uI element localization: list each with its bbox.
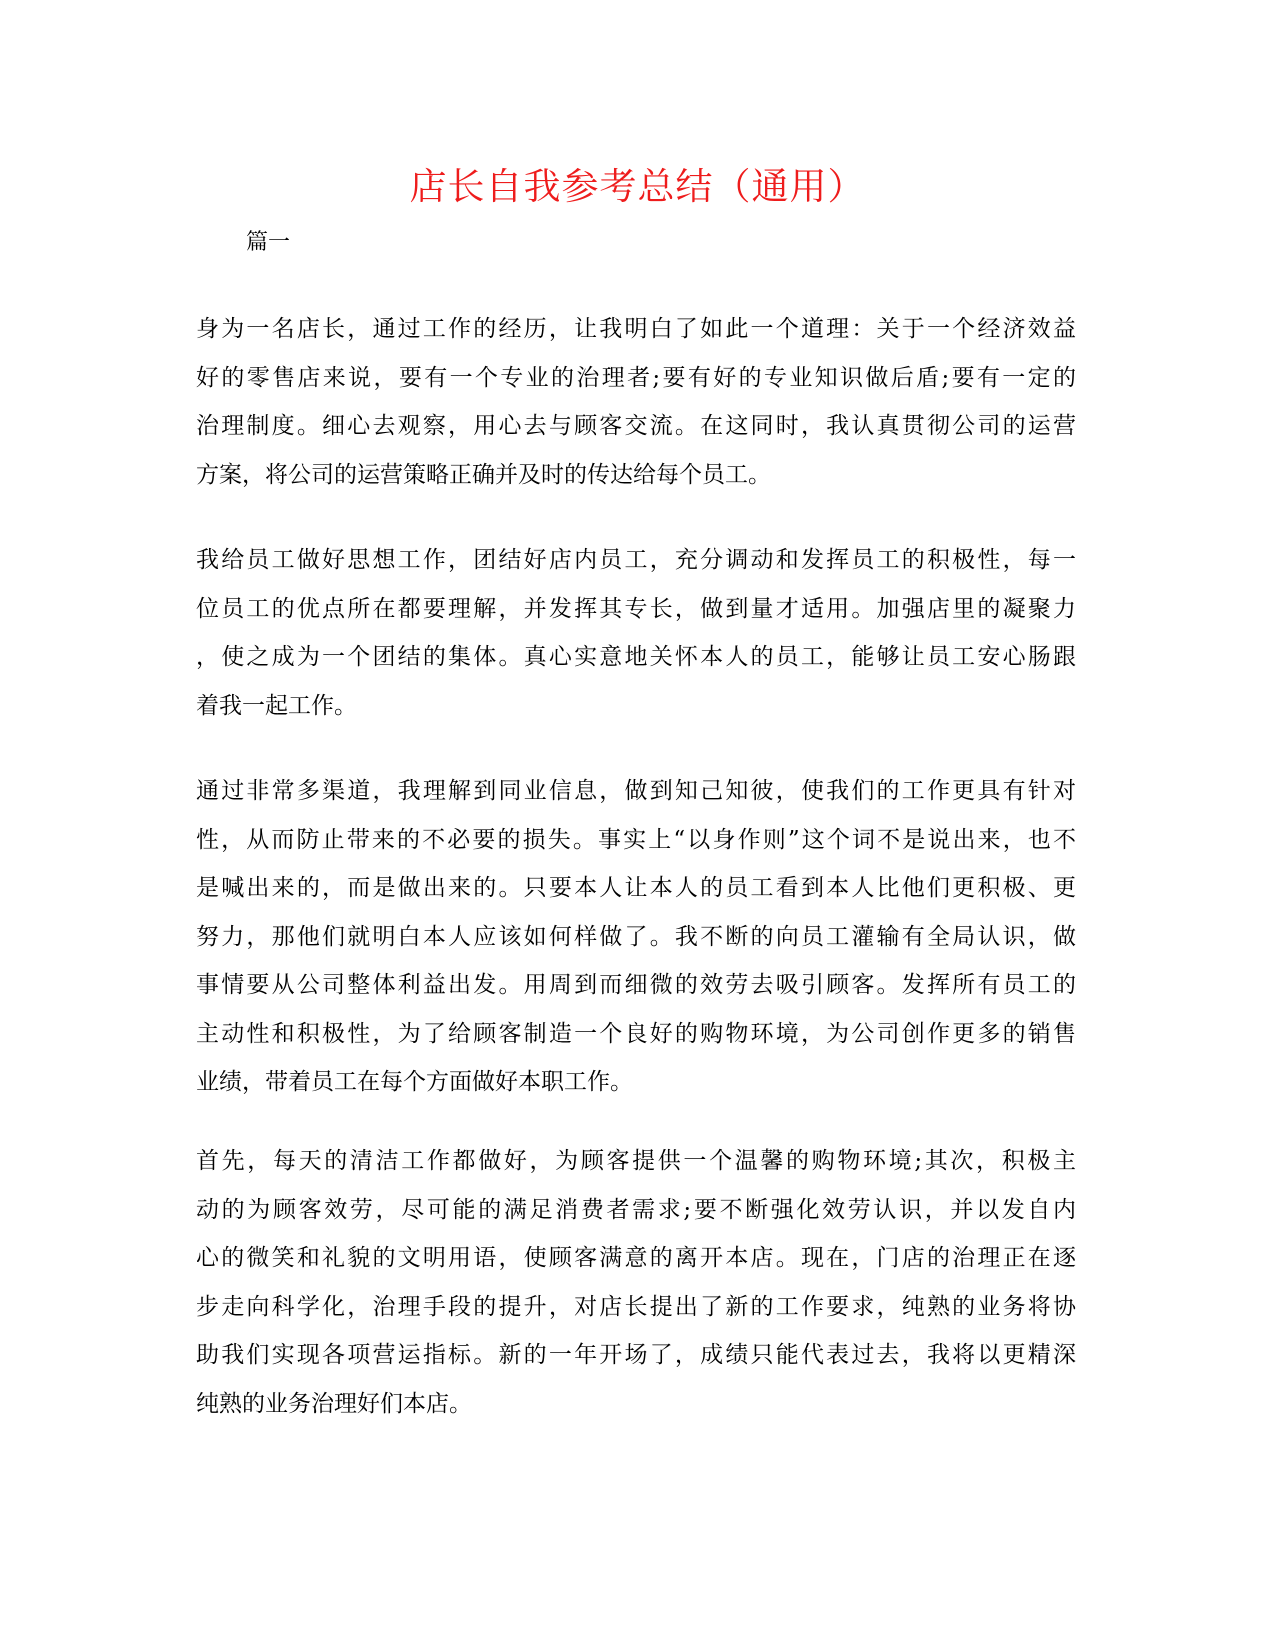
paragraph-line: 步走向科学化，治理手段的提升，对店长提出了新的工作要求，纯熟的业务将协 bbox=[196, 1293, 1076, 1320]
document-title: 店长自我参考总结（通用） bbox=[409, 165, 866, 208]
paragraph-line: 努力，那他们就明白本人应该如何样做了。我不断的向员工灌输有全局认识，做 bbox=[196, 923, 1076, 950]
paragraph-line: 性，从而防止带来的不必要的损失。事实上“以身作则”这个词不是说出来，也不 bbox=[196, 826, 1076, 853]
paragraph-line: 纯熟的业务治理好们本店。 bbox=[196, 1390, 472, 1417]
paragraph-4 bbox=[196, 1137, 1076, 1428]
paragraph-line: 治理制度。细心去观察，用心去与顾客交流。在这同时，我认真贯彻公司的运营 bbox=[196, 413, 1076, 439]
paragraph-line: 动的为顾客效劳，尽可能的满足消费者需求;要不断强化效劳认识，并以发自内 bbox=[196, 1196, 1076, 1223]
paragraph-line: 着我一起工作。 bbox=[196, 692, 357, 719]
paragraph-line: 好的零售店来说，要有一个专业的治理者;要有好的专业知识做后盾;要有一定的 bbox=[196, 364, 1076, 391]
paragraph-line: 通过非常多渠道，我理解到同业信息，做到知己知彼，使我们的工作更具有针对 bbox=[196, 778, 1076, 804]
paragraph-3 bbox=[196, 767, 1076, 1107]
paragraph-line: 是喊出来的，而是做出来的。只要本人让本人的员工看到本人比他们更积极、更 bbox=[196, 875, 1076, 901]
paragraph-line: 业绩，带着员工在每个方面做好本职工作。 bbox=[196, 1069, 633, 1095]
paragraph-line: 心的微笑和礼貌的文明用语，使顾客满意的离开本店。现在，门店的治理正在逐 bbox=[196, 1245, 1076, 1271]
section-label: 篇一 bbox=[246, 230, 291, 255]
paragraph-1 bbox=[196, 305, 1076, 499]
paragraph-line: 位员工的优点所在都要理解，并发挥其专长，做到量才适用。加强店里的凝聚力 bbox=[196, 595, 1076, 622]
paragraph-line: ，使之成为一个团结的集体。真心实意地关怀本人的员工，能够让员工安心肠跟 bbox=[196, 644, 1076, 670]
paragraph-line: 方案，将公司的运营策略正确并及时的传达给每个员工。 bbox=[196, 461, 771, 488]
paragraph-line: 我给员工做好思想工作，团结好店内员工，充分调动和发挥员工的积极性，每一 bbox=[196, 547, 1076, 573]
paragraph-line: 首先，每天的清洁工作都做好，为顾客提供一个温馨的购物环境;其次，积极主 bbox=[196, 1148, 1076, 1174]
paragraph-line: 身为一名店长，通过工作的经历，让我明白了如此一个道理：关于一个经济效益 bbox=[196, 316, 1076, 342]
paragraph-line: 助我们实现各项营运指标。新的一年开场了，成绩只能代表过去，我将以更精深 bbox=[196, 1342, 1076, 1368]
paragraph-2 bbox=[196, 536, 1076, 730]
paragraph-line: 事情要从公司整体利益出发。用周到而细微的效劳去吸引顾客。发挥所有员工的 bbox=[196, 972, 1076, 998]
paragraph-line: 主动性和积极性，为了给顾客制造一个良好的购物环境，为公司创作更多的销售 bbox=[196, 1020, 1076, 1047]
